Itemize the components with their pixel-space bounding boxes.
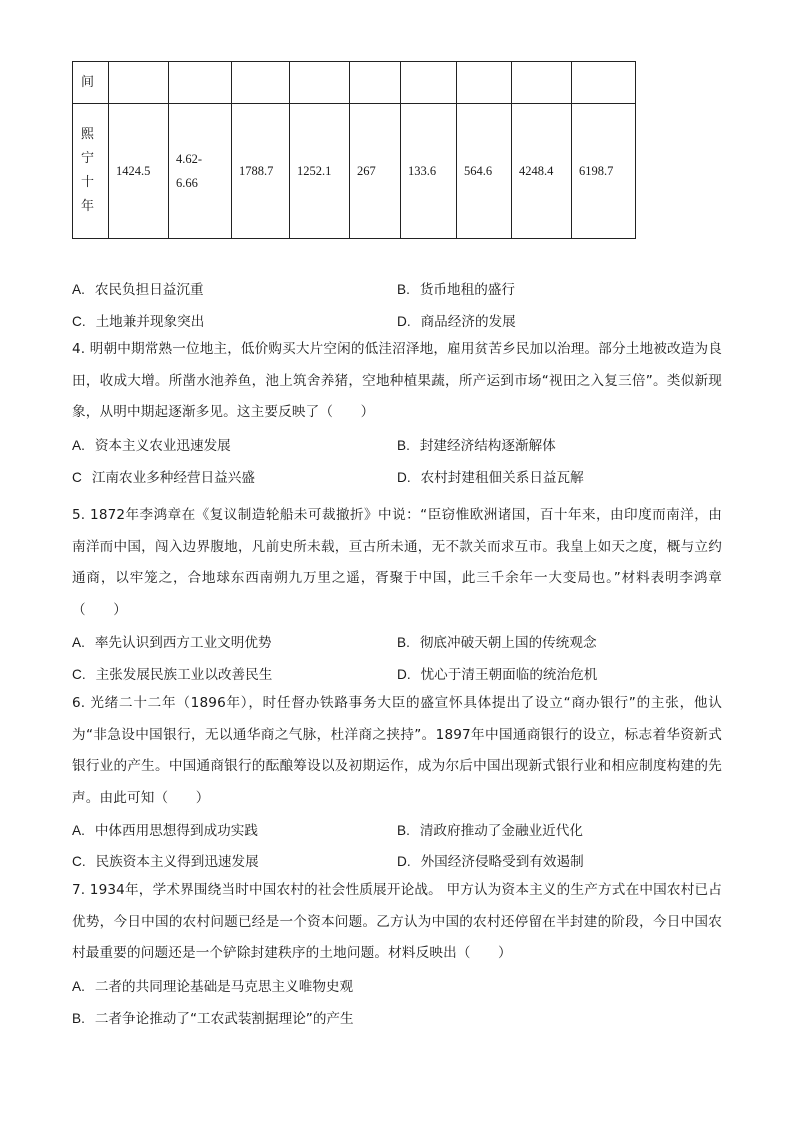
- q6-option-a[interactable]: [72, 819, 258, 839]
- table-cell: [572, 62, 636, 104]
- row-label-cell: [73, 104, 109, 239]
- option-letter: A.: [72, 438, 85, 453]
- question-6-stem: 6. 光绪二十二年（1896年），时任督办铁路事务大臣的盛宣怀具体提出了设立“商办银行”的主张，他认为“非急设中国银行，无以通华商之气脉，杜洋商之挟持”。1897年中国通商银行的设立，标志着华资新式银行业的产生。中国通商银行的酝酿筹设以及初期运作，成为尔后中国出现新式银行业和相应制度构建的先声。由此可知（ ）: [72, 695, 722, 806]
- q5-option-a[interactable]: [72, 631, 272, 651]
- option-letter: B.: [397, 282, 410, 297]
- option-text: 外国经济侵略受到有效遏制: [420, 854, 584, 870]
- q3-option-c[interactable]: [72, 310, 204, 330]
- option-letter: A.: [72, 979, 85, 994]
- data-table: [72, 61, 636, 239]
- row-label-char: 宁: [81, 151, 95, 166]
- option-text: 彻底冲破天朝上国的传统观念: [419, 635, 597, 651]
- option-text: 中体西用思想得到成功实践: [94, 823, 258, 839]
- q4-option-c[interactable]: [72, 466, 255, 486]
- option-letter: B.: [397, 635, 410, 650]
- option-text: 民族资本主义得到迅速发展: [95, 854, 259, 870]
- q7-option-a[interactable]: [72, 975, 353, 995]
- table-cell: 6198.7: [572, 104, 636, 239]
- q3-option-a[interactable]: [72, 278, 204, 298]
- table-cell: 1788.7: [232, 104, 290, 239]
- table-cell: 1252.1: [290, 104, 350, 239]
- q6-option-c[interactable]: [72, 850, 259, 870]
- table-row: [73, 104, 636, 239]
- q5-option-c[interactable]: [72, 663, 272, 683]
- q5-option-b[interactable]: [397, 631, 597, 651]
- option-text: 资本主义农业迅速发展: [94, 438, 231, 454]
- table-cell: 1424.5: [109, 104, 169, 239]
- table-cell: 间: [73, 62, 109, 104]
- table-row: [73, 62, 636, 104]
- option-text: 货币地租的盛行: [419, 282, 515, 298]
- table-cell: [169, 62, 232, 104]
- option-letter: D.: [397, 314, 411, 329]
- option-text: 土地兼并现象突出: [95, 314, 205, 330]
- option-text: 农民负担日益沉重: [94, 282, 204, 298]
- cell-line: 4.62-: [176, 152, 203, 166]
- option-text: 二者争论推动了“工农武装割据理论”的产生: [94, 1011, 354, 1027]
- option-letter: D.: [397, 470, 411, 485]
- q4-option-b[interactable]: [397, 434, 556, 454]
- question-7-stem: 7. 1934年，学术界围绕当时中国农村的社会性质展开论战。 甲方认为资本主义的生产方式在中国农村已占优势，今日中国的农村问题已经是一个资本问题。乙方认为中国的农村还停留在半封建的阶段，今日中国农村最重要的问题还是一个铲除封建秩序的土地问题。材料反映出（ ）: [72, 882, 722, 961]
- table-cell: [350, 62, 401, 104]
- option-text: 清政府推动了金融业近代化: [419, 823, 583, 839]
- q4-option-a[interactable]: [72, 434, 231, 454]
- option-text: 忧心于清王朝面临的统治危机: [420, 667, 598, 683]
- option-text: 商品经济的发展: [420, 314, 516, 330]
- option-letter: D.: [397, 667, 411, 682]
- option-letter: D.: [397, 854, 411, 869]
- option-text: 封建经济结构逐渐解体: [419, 438, 556, 454]
- q3-option-d[interactable]: [397, 310, 516, 330]
- option-letter: B.: [397, 438, 410, 453]
- option-letter: A.: [72, 635, 85, 650]
- q4-option-d[interactable]: [397, 466, 584, 486]
- option-text: 江南农业多种经营日益兴盛: [91, 470, 255, 486]
- option-letter: B.: [397, 823, 410, 838]
- table-cell: [232, 62, 290, 104]
- q6-option-b[interactable]: [397, 819, 583, 839]
- option-text: 农村封建租佃关系日益瓦解: [420, 470, 584, 486]
- row-label-char: 熙: [81, 127, 95, 142]
- table-cell: [290, 62, 350, 104]
- table-cell: [457, 62, 512, 104]
- q6-option-d[interactable]: [397, 850, 584, 870]
- option-text: 率先认识到西方工业文明优势: [94, 635, 272, 651]
- question-4-stem: 4. 明朝中期常熟一位地主，低价购买大片空闲的低洼沼泽地，雇用贫苦乡民加以治理。部分土地被改造为良田，收成大增。所凿水池养鱼，池上筑舍养猪，空地种植果蔬，所产运到市场“视田之入复三倍”。类似新现象，从明中期起逐渐多见。这主要反映了（ ）: [72, 341, 722, 420]
- q5-option-d[interactable]: [397, 663, 597, 683]
- table-cell: 267: [350, 104, 401, 239]
- table-cell: [512, 62, 572, 104]
- table-cell: [109, 62, 169, 104]
- table-cell: 4248.4: [512, 104, 572, 239]
- cell-line: 6.66: [176, 176, 198, 190]
- row-label-char: 年: [81, 199, 95, 214]
- table-cell: [401, 62, 457, 104]
- q3-option-b[interactable]: [397, 278, 515, 298]
- option-text: 主张发展民族工业以改善民生: [95, 667, 273, 683]
- option-letter: C.: [72, 314, 86, 329]
- option-letter: C.: [72, 854, 86, 869]
- option-letter: B.: [72, 1011, 85, 1026]
- row-label-char: 十: [81, 175, 95, 190]
- option-letter: A.: [72, 823, 85, 838]
- option-letter: A.: [72, 282, 85, 297]
- q7-option-b[interactable]: [72, 1007, 354, 1027]
- table-cell: [169, 104, 232, 239]
- option-letter: C: [72, 470, 82, 485]
- table-cell: 564.6: [457, 104, 512, 239]
- option-letter: C.: [72, 667, 86, 682]
- question-5-stem: 5. 1872年李鸿章在《复议制造轮船未可裁撤折》中说：“臣窃惟欧洲诸国，百十年来，由印度而南洋，由南洋而中国，闯入边界腹地，凡前史所未载，亘古所未通，无不款关而求互市。我皇上如天之度，概与立约通商，以牢笼之，合地球东西南朔九万里之遥，胥聚于中国，此三千余年一大变局也。”材料表明李鸿章（ ）: [72, 507, 722, 618]
- table-cell: 133.6: [401, 104, 457, 239]
- option-text: 二者的共同理论基础是马克思主义唯物史观: [94, 979, 354, 995]
